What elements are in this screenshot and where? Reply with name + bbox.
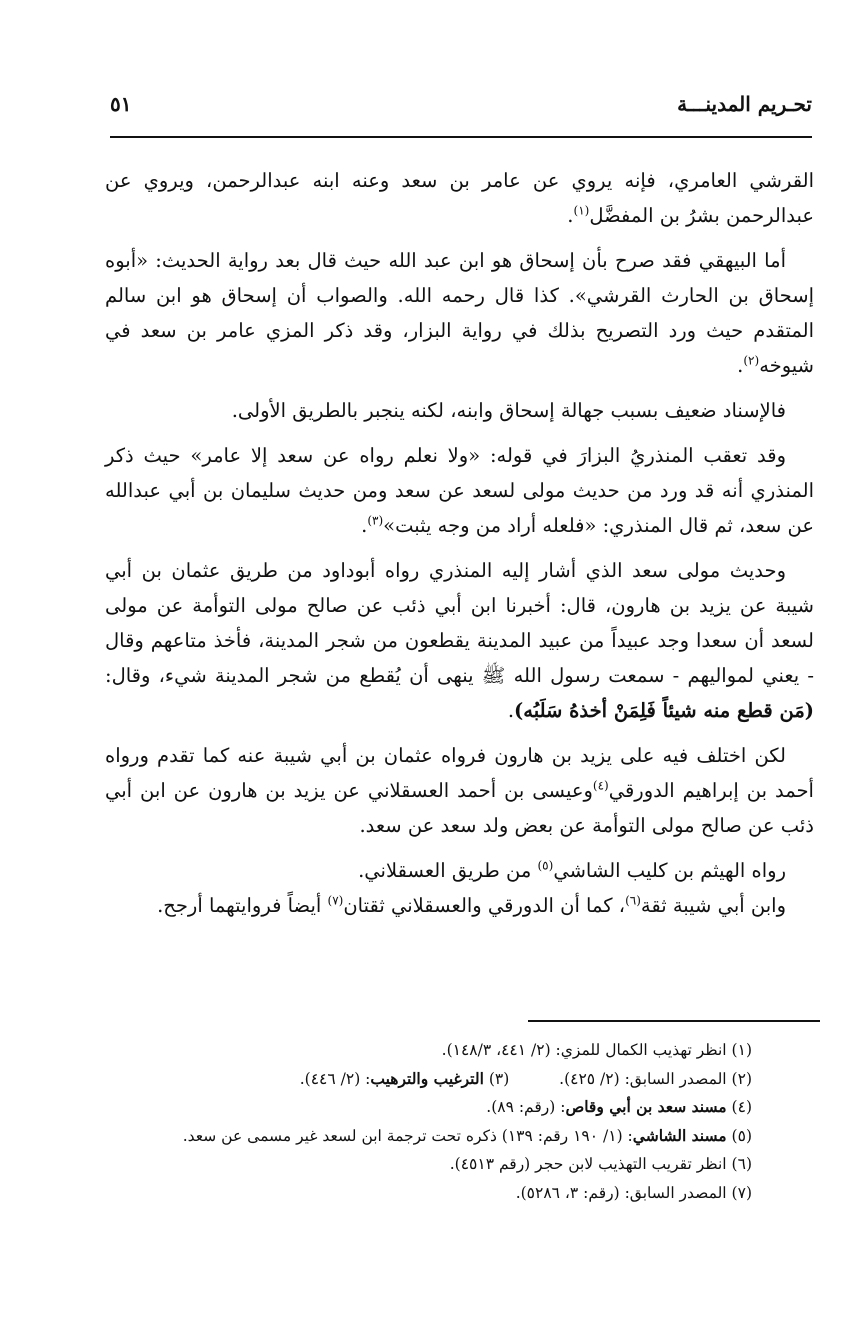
page-header [110,88,812,128]
paragraph-text: . [737,354,744,377]
paragraph-text: ، كما أن الدورقي والعسقلاني ثقتان [343,894,626,917]
footnote-number: (٦) [731,1155,752,1173]
page-number: ٥١ [110,92,132,116]
footnote-marker[interactable]: (٤) [592,778,609,793]
footnote-source: الترغيب والترهيب [370,1068,484,1088]
paragraph-8 [105,888,814,923]
footnote-4 [60,1093,752,1122]
footnote-number: (٣) [488,1069,510,1088]
footnote-2-3 [60,1065,752,1094]
paragraph-text: رواه الهيثم بن كليب الشاشي [553,859,786,882]
footnote-text: المصدر السابق: (رقم: ٣، ٥٢٨٦). [515,1183,727,1202]
paragraph-text: فالإسناد ضعيف بسبب جهالة إسحاق وابنه، لكنه ينجبر بالطريق الأولى. [231,399,786,422]
paragraph-text: . [361,514,368,537]
paragraph-text: أيضاً فروايتهما أرجح. [157,894,328,917]
paragraph-3 [105,393,814,428]
footnote-1 [60,1036,752,1065]
footnote-text: : (١/ ١٩٠ رقم: ١٣٩) ذكره تحت ترجمة ابن لسعد غير مسمى عن سعد. [182,1126,633,1145]
paragraph-text: وحديث مولى سعد الذي أشار إليه المنذري رواه أبوداود من طريق عثمان بن أبي شيبة عن يزيد بن هارون، قال: أخبرنا ابن أبي ذئب عن صالح مولى التوأمة عن مولى لسعد أن سعدا وجد عبيداً من عبيد المدينة يقطعون من شجر المدينة، فأخذ متاعهم وقال - يعني لمواليهم - سمعت رسول الله ﷺ ينهى أن يُقطع من شجر المدينة شيء، وقال: [105,559,814,687]
footnote-marker[interactable]: (٧) [327,893,344,908]
footnote-text: انظر تهذيب الكمال للمزي: (٢/ ٤٤١، ١٤٨/٣). [441,1041,727,1059]
footnote-text: : (رقم: ٨٩). [486,1098,566,1116]
header-rule [110,136,812,138]
paragraph-1 [105,163,814,233]
paragraph-text: . [567,204,574,227]
footnote-6 [60,1150,752,1179]
footnote-marker[interactable]: (٢) [743,353,760,368]
footnote-7 [60,1179,752,1208]
paragraph-4 [105,438,814,543]
paragraph-text: لكن اختلف فيه على يزيد بن هارون فرواه عثمان بن أبي شيبة عنه كما تقدم ورواه أحمد بن إبراهيم الدورقي [105,744,814,802]
paragraph-text: . [507,699,515,722]
paragraph-7 [105,853,814,888]
footnote-number: (٧) [731,1183,752,1202]
footnote-number: (٤) [731,1098,752,1116]
paragraph-text: وقد تعقب المنذريُ البزارَ في قوله: «ولا نعلم رواه عن سعد إلا عامر» حيث ذكر المنذري أنه قد ورد من حديث مولى لسعد عن سعد ومن حديث سليمان بن أبي عبدالله عن سعد، ثم قال المنذري: «فلعله أراد من وجه يثبت» [105,444,814,537]
footnote-marker[interactable]: (٥) [537,858,554,873]
footnote-text: انظر تقريب التهذيب لابن حجر (رقم ٤٥١٣). [449,1155,727,1173]
footnote-source: مسند الشاشي [632,1125,727,1145]
footnote-text: المصدر السابق: (٢/ ٤٢٥). [559,1069,727,1088]
footnote-marker[interactable]: (٦) [625,893,641,908]
footnote-marker[interactable]: (٣) [367,513,384,528]
footnotes [60,1036,752,1207]
footnote-number: (٢) [731,1069,752,1088]
paragraph-text: من طريق العسقلاني. [358,859,538,882]
running-title: تحـريم المدينـــة [677,92,812,116]
footnote-marker[interactable]: (١) [573,203,590,218]
footnote-rule [528,1020,820,1022]
paragraph-2 [105,243,814,383]
footnote-5 [60,1122,752,1151]
footnote-source: مسند سعد بن أبي وقاص [565,1097,727,1116]
footnote-number: (١) [731,1041,752,1059]
paragraph-text: القرشي العامري، فإنه يروي عن عامر بن سعد وعنه ابنه عبدالرحمن، ويروي عن عبدالرحمن بشرُ بن المفضَّل [105,169,814,227]
footnote-number: (٥) [731,1126,752,1145]
paragraph-text: أما البيهقي فقد صرح بأن إسحاق هو ابن عبد الله حيث قال بعد رواية الحديث: «أبوه إسحاق بن الحارث القرشي». كذا قال رحمه الله. والصواب أن إسحاق هو ابن سالم المتقدم حيث ورد التصريح بذلك في رواية البزار، وقد ذكر المزي عامر بن سعد في شيوخه [105,249,814,377]
paragraph-text: وعيسى بن أحمد العسقلاني عن يزيد بن هارون عن ابن أبي ذئب عن صالح مولى التوأمة عن بعض ولد سعد عن سعد. [105,779,814,837]
footnote-text: : (٢/ ٤٤٦). [299,1069,371,1088]
paragraph-5 [105,553,814,728]
hadith-quote: (مَن قطع منه شيئاً فَلِمَنْ أخذهُ سَلَبُه) [514,699,814,722]
paragraph-6 [105,738,814,843]
paragraph-text: وابن أبي شيبة ثقة [640,894,786,917]
main-text [105,163,814,933]
